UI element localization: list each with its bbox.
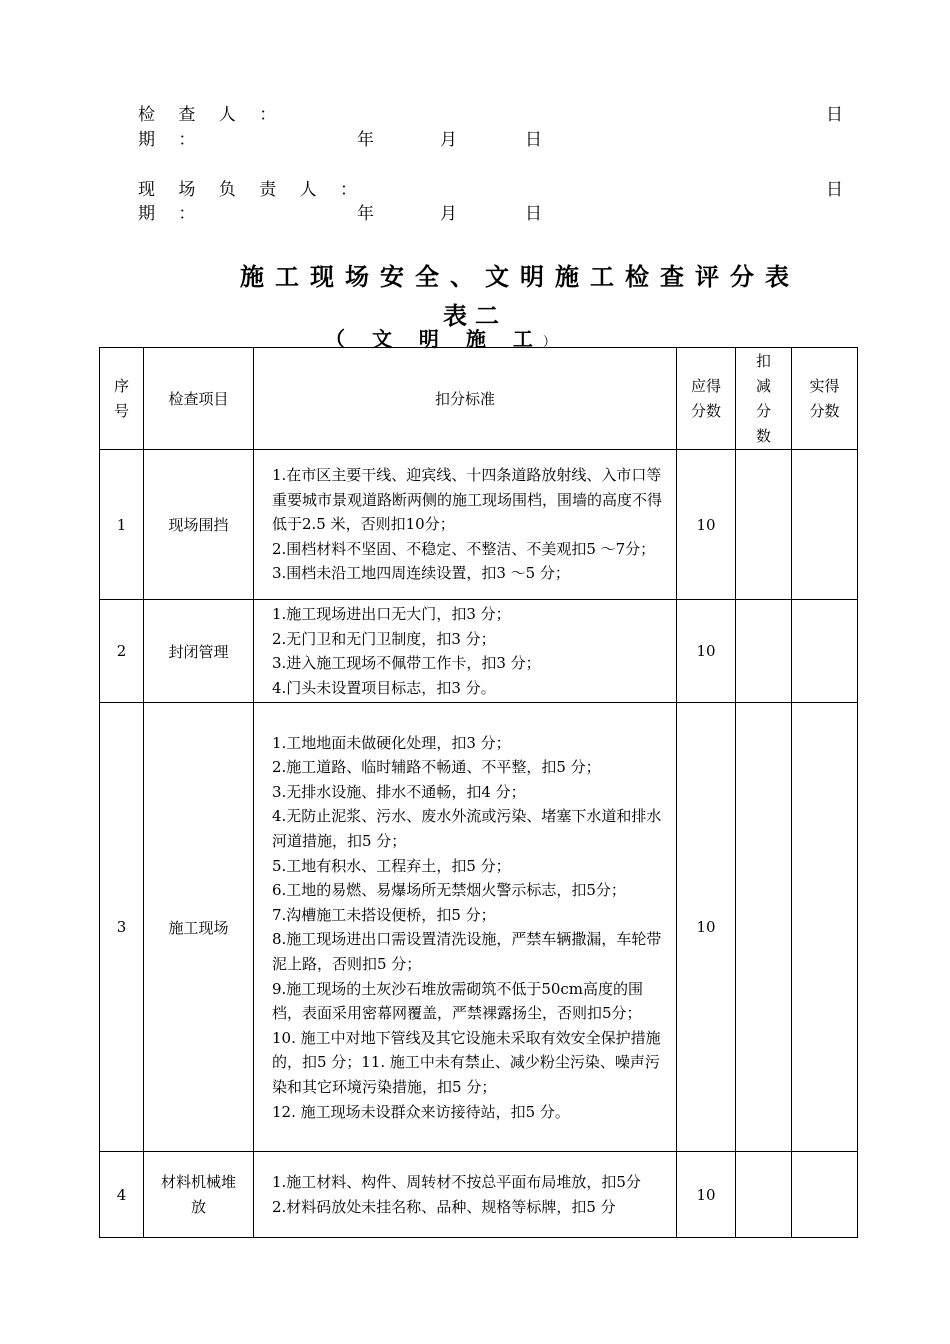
row-score: 10 (677, 1152, 736, 1238)
table-row (100, 600, 858, 703)
row-criteria (254, 450, 677, 600)
row-score: 10 (677, 450, 736, 600)
row-item: 材料机械堆放 (144, 1152, 254, 1238)
row-criteria (254, 1152, 677, 1238)
criteria-line: 5.工地有积水、工程弃土，扣5 分； (272, 856, 511, 875)
criteria-line: 2.无门卫和无门卫制度，扣3 分； (272, 629, 496, 648)
criteria-line: 10. 施工中对地下管线及其它设施未采取有效安全保护措施的，扣5 分；11. 施工中未有禁止、减少粉尘污染、噪声污染和其它环境污染措施，扣5 分； (272, 1028, 661, 1096)
criteria-line: 1.在市区主要干线、迎宾线、十四条道路放射线、入市口等重要城市景观道路断两侧的施工现场围档，围墙的高度不得低于2.5 米，否则扣10分； (272, 466, 663, 534)
row-no: 4 (100, 1152, 144, 1238)
row-item: 现场围挡 (144, 450, 254, 600)
criteria-line: 6.工地的易燃、易爆场所无禁烟火警示标志，扣5分； (272, 881, 626, 900)
inspector-date-suffix: 期 ： (138, 130, 205, 150)
inspector-label: 检 查 人 ： (138, 105, 286, 125)
criteria-line: 9.施工现场的土灰沙石堆放需砌筑不低于50cm高度的围档，表面采用密幕网覆盖，严禁裸露扬尘，否则扣5分； (272, 979, 644, 1023)
row-criteria (254, 600, 677, 703)
header-score: 应得分数 (677, 348, 736, 450)
criteria-line: 2.围档材料不坚固、不稳定、不整洁、不美观扣5 ～7分； (272, 539, 656, 558)
manager-label: 现 场 负 责 人 ： (138, 180, 367, 200)
criteria-line: 7.沟槽施工未搭设便桥，扣5 分； (272, 905, 496, 924)
row-score: 10 (677, 600, 736, 703)
criteria-line: 1.工地地面未做硬化处理，扣3 分； (272, 733, 511, 752)
score-table (99, 347, 858, 1238)
row-score: 10 (677, 703, 736, 1152)
header-item: 检查项目 (144, 348, 254, 450)
row-deduction-cell[interactable] (736, 600, 792, 703)
criteria-line: 4.无防止泥浆、污水、废水外流或污染、堵塞下水道和排水河道措施，扣5 分； (272, 807, 662, 850)
row-actual-cell[interactable] (792, 600, 858, 703)
criteria-line: 3.无排水设施、排水不通畅，扣4 分； (272, 782, 526, 801)
row-actual-cell[interactable] (792, 450, 858, 600)
row-actual-cell[interactable] (792, 1152, 858, 1238)
row-actual-cell[interactable] (792, 703, 858, 1152)
criteria-line: 3.进入施工现场不佩带工作卡，扣3 分； (272, 654, 541, 673)
row-deduction-cell[interactable] (736, 703, 792, 1152)
manager-date-char: 日 (826, 180, 843, 200)
inspector-year: 年 (357, 130, 374, 150)
criteria-line: 8.施工现场进出口需设置清洗设施，严禁车辆撒漏，车轮带泥上路，否则扣5 分； (272, 930, 662, 973)
row-no: 3 (100, 703, 144, 1152)
row-no: 2 (100, 600, 144, 703)
header-no: 序号 (100, 348, 144, 450)
row-item: 施工现场 (144, 703, 254, 1152)
header-deduction: 扣减分数 (736, 348, 792, 450)
table-row (100, 703, 858, 1152)
manager-year: 年 (357, 204, 374, 224)
manager-day: 日 (525, 204, 542, 224)
criteria-line: 4.门头未设置项目标志，扣3 分。 (272, 678, 496, 697)
row-deduction-cell[interactable] (736, 1152, 792, 1238)
row-item: 封闭管理 (144, 600, 254, 703)
table-header-row (100, 348, 858, 450)
inspector-day: 日 (525, 130, 542, 150)
criteria-line: 3.围档未沿工地四周连续设置，扣3 ～5 分； (272, 564, 570, 583)
category-text: （ 文 明 施 工 (325, 327, 543, 351)
criteria-line: 12. 施工现场未设群众来访接待站，扣5 分。 (272, 1102, 570, 1121)
inspector-date-char: 日 (826, 105, 843, 125)
criteria-line: 1.施工现场进出口无大门，扣3 分； (272, 605, 511, 623)
header-criteria: 扣分标准 (254, 348, 677, 450)
inspector-month: 月 (440, 130, 457, 150)
row-deduction-cell[interactable] (736, 450, 792, 600)
table-row (100, 450, 858, 600)
table-subtitle: 表二 (443, 301, 507, 330)
header-actual: 实得分数 (792, 348, 858, 450)
page-title: 施工现场安全、文明施工检查评分表 (240, 262, 800, 291)
manager-date-suffix: 期 ： (138, 204, 205, 224)
category-close: ） (542, 335, 556, 350)
criteria-line: 1.施工材料、构件、周转材不按总平面布局堆放，扣5分 (272, 1173, 641, 1192)
table-row (100, 1152, 858, 1238)
row-criteria (254, 703, 677, 1152)
manager-month: 月 (440, 204, 457, 224)
criteria-line: 2.施工道路、临时辅路不畅通、不平整，扣5 分； (272, 758, 601, 777)
row-no: 1 (100, 450, 144, 600)
criteria-line: 2.材料码放处未挂名称、品种、规格等标牌，扣5 分 (272, 1197, 616, 1216)
